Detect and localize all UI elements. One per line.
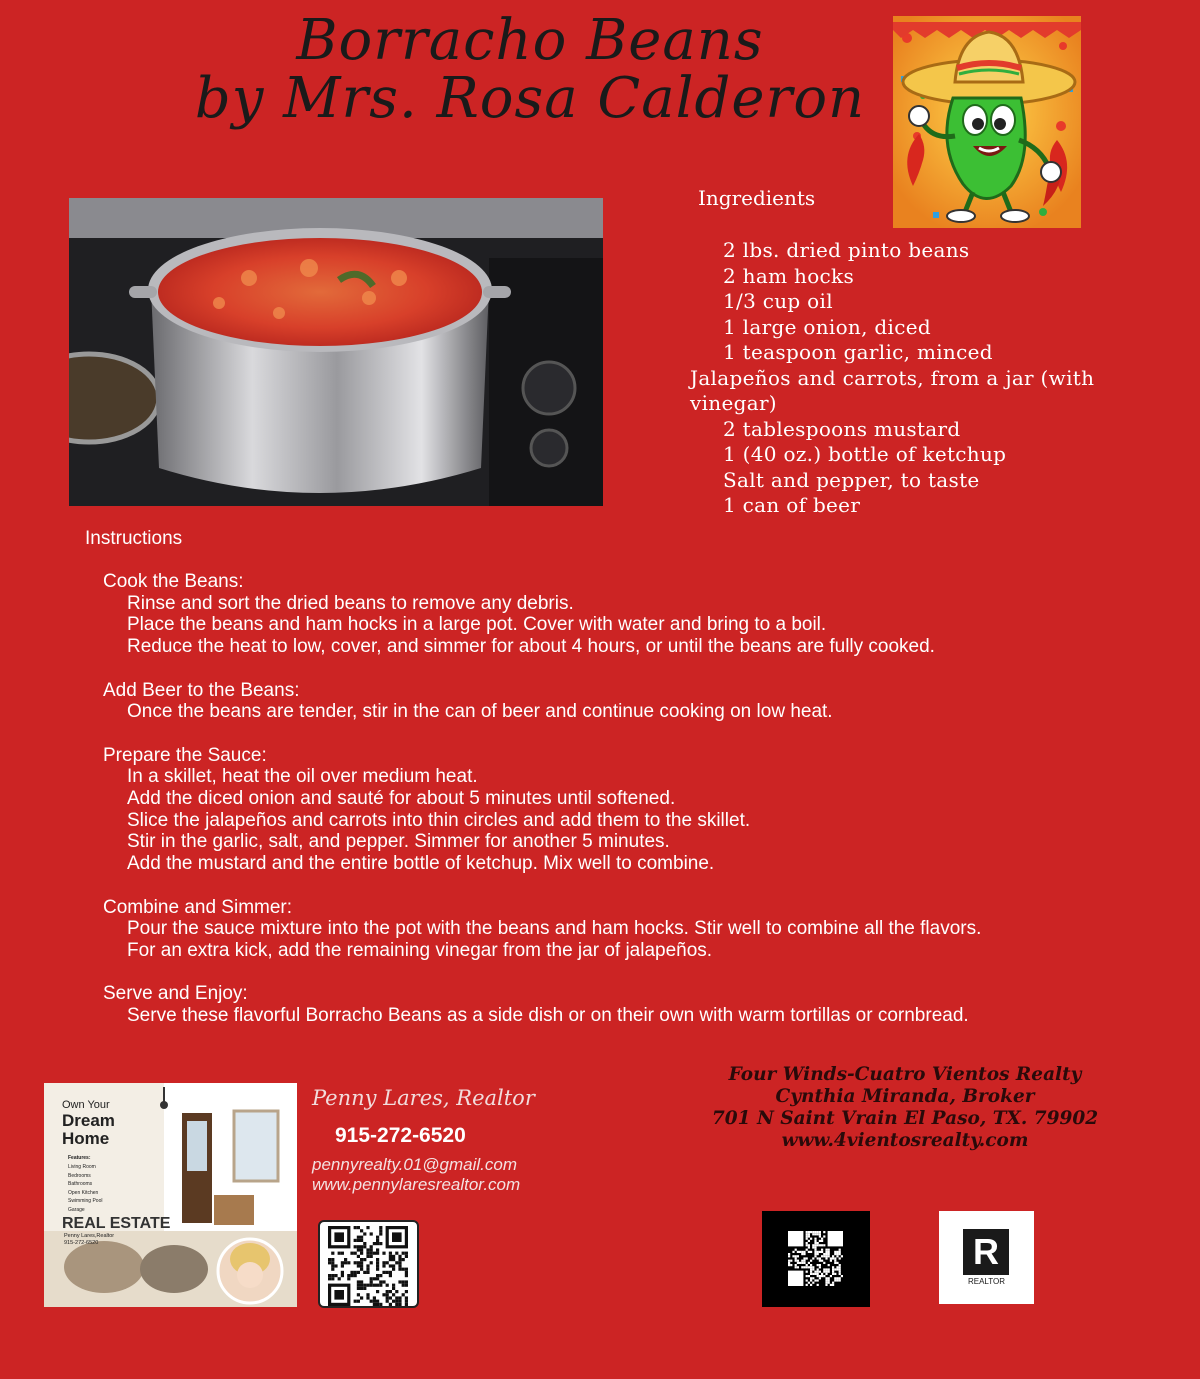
instructions — [103, 571, 1183, 1048]
bean-pot-photo — [69, 198, 603, 506]
realtor-letter: R — [973, 1231, 999, 1272]
instruction-step: Once the beans are tender, stir in the can of beer and continue cooking on low heat. — [127, 701, 833, 723]
section-title: Combine and Simmer: — [103, 896, 293, 918]
real-estate-flyer-image — [44, 1083, 297, 1307]
ingredients-heading: Ingredients — [698, 186, 816, 210]
realtor-label: REALTOR — [967, 1277, 1006, 1286]
ingredients-list — [690, 238, 1160, 519]
instruction-section-beer — [103, 680, 1183, 723]
broker-logo-qr-icon[interactable] — [762, 1211, 870, 1307]
flyer-line2: Dream — [62, 1111, 115, 1130]
ingredient-item: 2 tablespoons mustard — [723, 416, 961, 441]
section-title: Serve and Enjoy: — [103, 983, 248, 1005]
instruction-section-sauce — [103, 745, 1183, 875]
flyer-feature: Bedrooms — [68, 1172, 91, 1179]
agent-email[interactable]: pennyrealty.01@gmail.com — [312, 1155, 517, 1174]
qr-code-icon[interactable] — [318, 1220, 419, 1308]
instruction-step: Rinse and sort the dried beans to remove any debris. — [127, 592, 574, 614]
flyer-feature: Bathrooms — [68, 1181, 93, 1187]
realtor-logo — [939, 1211, 1034, 1304]
instruction-step: Slice the jalapeños and carrots into thin circles and add them to the skillet. — [127, 809, 751, 831]
ingredient-item: 1 large onion, diced — [723, 314, 931, 339]
instruction-step: Pour the sauce mixture into the pot with the beans and ham hocks. Stir well to combine all the flavors. — [127, 918, 982, 940]
flyer-feature: Living Room — [68, 1164, 96, 1170]
instruction-step: Place the beans and ham hocks in a large pot. Cover with water and bring to a boil. — [127, 614, 827, 636]
instructions-heading: Instructions — [85, 528, 183, 549]
flyer-agent: Penny Lares,Realtor — [64, 1233, 115, 1239]
flyer-line1: Own Your — [62, 1099, 110, 1111]
flyer-feature: Open Kitchen — [68, 1189, 99, 1196]
instruction-step: Serve these flavorful Borracho Beans as a side dish or on their own with warm tortillas or cornbread. — [127, 1005, 969, 1026]
recipe-title — [100, 8, 960, 131]
agent-website[interactable]: www.pennylaresrealtor.com — [312, 1175, 521, 1194]
flyer-features — [68, 1163, 102, 1214]
instruction-step: Reduce the heat to low, cover, and simmer for about 4 hours, or until the beans are fully cooked. — [127, 636, 935, 658]
ingredient-item: 1/3 cup oil — [723, 289, 833, 313]
flyer-brand: REAL ESTATE — [62, 1215, 171, 1232]
title-line-1: Borracho Beans — [296, 8, 764, 73]
instruction-section-combine — [103, 897, 1183, 962]
flyer-feature: Swimming Pool — [68, 1198, 103, 1204]
ingredient-item: Jalapeños and carrots, from a jar (with vinegar) — [690, 365, 1095, 415]
agent-name: Penny Lares, Realtor — [312, 1086, 535, 1110]
jalapeno-mascot-image — [893, 16, 1081, 228]
instruction-step: Add the mustard and the entire bottle of ketchup. Mix well to combine. — [127, 853, 715, 875]
ingredient-item: Salt and pepper, to taste — [723, 467, 980, 492]
instruction-section-serve — [103, 983, 1183, 1026]
section-title: Cook the Beans: — [103, 571, 244, 592]
broker-address: 701 N Saint Vrain El Paso, TX. 79902 — [711, 1108, 1099, 1129]
section-title: Prepare the Sauce: — [103, 744, 267, 766]
flyer-features-label: Features: — [68, 1155, 91, 1161]
realtor-r-icon — [963, 1229, 1009, 1275]
instruction-step: Add the diced onion and sauté for about 5 minutes until softened. — [127, 788, 676, 809]
instruction-step: Stir in the garlic, salt, and pepper. Simmer for another 5 minutes. — [127, 831, 670, 853]
flyer-feature: Garage — [68, 1206, 85, 1213]
agent-phone[interactable]: 915-272-6520 — [335, 1124, 466, 1147]
ingredient-item: 2 lbs. dried pinto beans — [723, 238, 970, 262]
agent-contact — [312, 1155, 520, 1195]
instruction-step: In a skillet, heat the oil over medium heat. — [127, 766, 478, 788]
flyer-phone: 915-272-6520 — [64, 1240, 99, 1246]
ingredient-item: 1 teaspoon garlic, minced — [723, 340, 993, 364]
ingredient-item: 1 can of beer — [723, 493, 861, 517]
ingredient-item: 1 (40 oz.) bottle of ketchup — [723, 442, 1007, 466]
title-line-2: by Mrs. Rosa Calderon — [194, 66, 866, 131]
ingredient-item: 2 ham hocks — [723, 263, 855, 288]
section-title: Add Beer to the Beans: — [103, 679, 300, 701]
broker-name: Cynthia Miranda, Broker — [775, 1086, 1035, 1107]
broker-website[interactable]: www.4vientosrealty.com — [781, 1130, 1029, 1151]
broker-company: Four Winds-Cuatro Vientos Realty — [728, 1064, 1082, 1085]
instruction-section-cook — [103, 571, 1183, 658]
flyer-line3: Home — [62, 1129, 110, 1148]
broker-info — [690, 1064, 1120, 1152]
instruction-step: For an extra kick, add the remaining vinegar from the jar of jalapeños. — [127, 939, 713, 961]
